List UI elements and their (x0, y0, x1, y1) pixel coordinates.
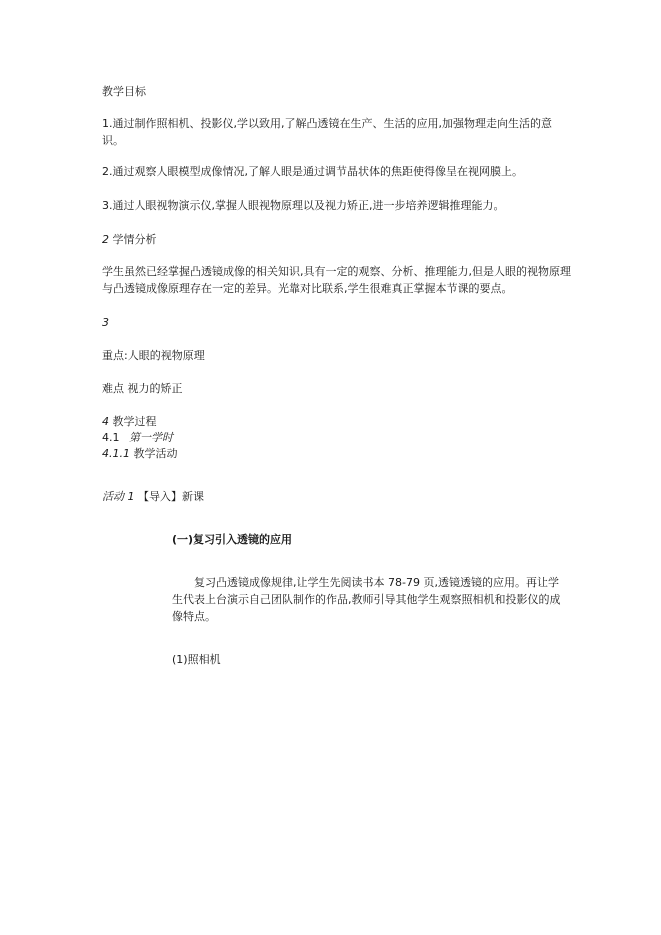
section-number: 4.1 (102, 431, 120, 444)
heading-text: 教学过程 (112, 415, 157, 428)
activity-label: 活动 1 (102, 490, 135, 503)
activity-heading (102, 488, 572, 505)
objective-item-2: 2.通过观察人眼模型成像情况,了解人眼是通过调节晶状体的焦距使得像呈在视网膜上。 (102, 165, 523, 178)
difficult-point: 难点 视力的矫正 (102, 382, 183, 395)
activity-title: 【导入】新课 (138, 490, 204, 503)
objective-item-3: 3.通过人眼视物演示仪,掌握人眼视物原理以及视力矫正,进一步培养逻辑推理能力。 (102, 199, 505, 212)
section-title: 教学活动 (133, 447, 178, 460)
heading-number-3: 3 (102, 316, 109, 329)
heading-teaching-objectives: 教学目标 (102, 85, 146, 98)
sub-heading-lens-application: (一)复习引入透镜的应用 (172, 533, 293, 546)
heading-student-analysis (102, 231, 572, 248)
heading-text: 学情分析 (112, 233, 157, 246)
section-number: 4.1.1 (102, 447, 130, 460)
section-4-1 (102, 429, 572, 446)
heading-teaching-process (102, 413, 572, 430)
objective-item-1: 1.通过制作照相机、投影仪,学以致用,了解凸透镜在生产、生活的应用,加强物理走向生活的意识。 (102, 117, 552, 147)
heading-number: 2 (102, 233, 109, 246)
section-4-1-1 (102, 445, 572, 462)
heading-number: 4 (102, 415, 109, 428)
list-item-camera: (1)照相机 (172, 653, 221, 666)
body-paragraph: 复习凸透镜成像规律,让学生先阅读书本 78-79 页,透镜透镜的应用。再让学生代表上台演示自己团队制作的作品,教师引导其他学生观察照相机和投影仪的成像特点。 (172, 576, 561, 623)
analysis-paragraph: 学生虽然已经掌握凸透镜成像的相关知识,具有一定的观察、分析、推理能力,但是人眼的视物原理与凸透镜成像原理存在一定的差异。光靠对比联系,学生很难真正掌握本节课的要点。 (102, 265, 571, 295)
key-point: 重点:人眼的视物原理 (102, 349, 205, 362)
section-title: 第一学时 (129, 431, 173, 444)
